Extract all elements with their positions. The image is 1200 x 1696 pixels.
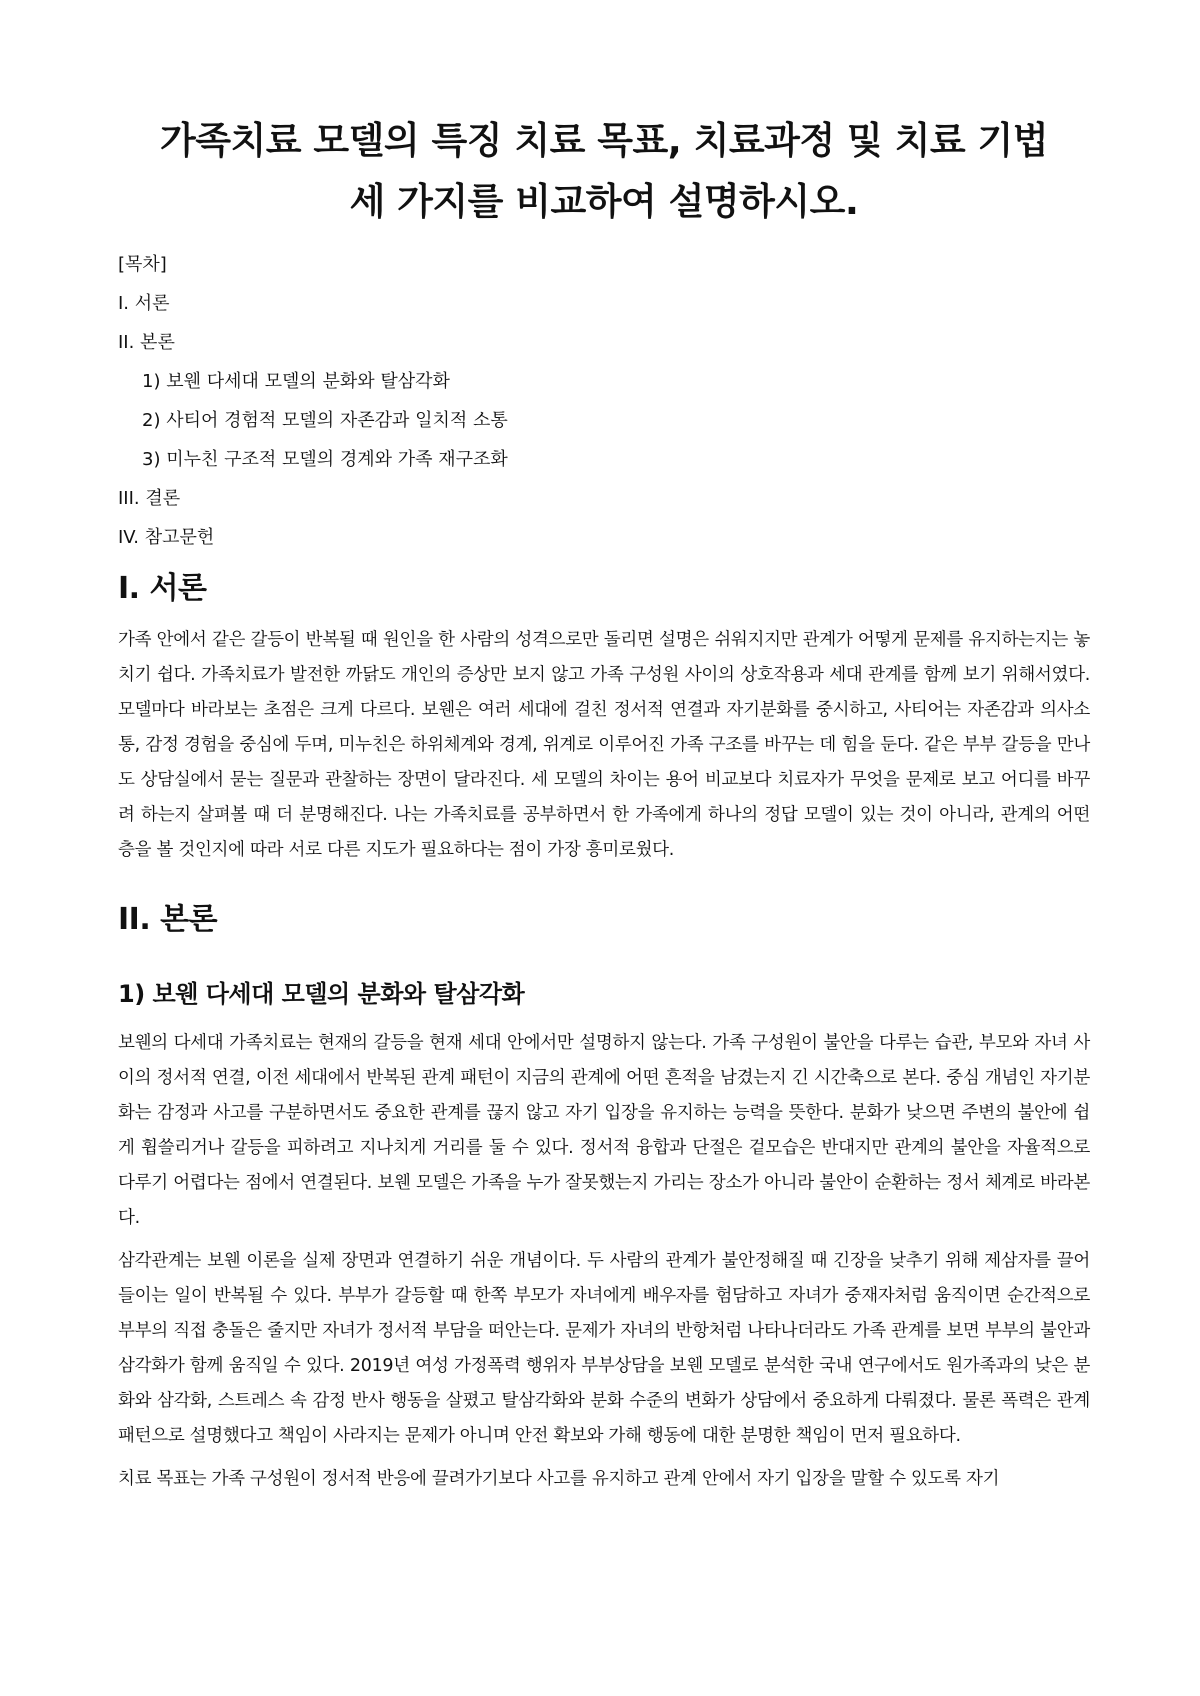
- toc-item-body: II. 본론: [118, 332, 175, 353]
- subsection-heading-bowen: 1) 보웬 다세대 모델의 분화와 탈삼각화: [118, 980, 525, 1008]
- intro-paragraph: 가족 안에서 같은 갈등이 반복될 때 원인을 한 사람의 성격으로만 돌리면 설명은 쉬워지지만 관계가 어떻게 문제를 유지하는지는 놓치기 쉽다. 가족치료가 발전한 까닭도 개인의 증상만 보지 않고 가족 구성원 사이의 상호작용과 세대 관계를 함께 보기 위해서였다. 모델마다 바라보는 초점은 크게 다르다. 보웬은 여러 세대에 걸친 정서적 연결과 자기분화를 중시하고, 사티어는 자존감과 의사소통, 감정 경험을 중심에 두며, 미누친은 하위체계와 경계, 위계로 이루어진 가족 구조를 바꾸는 데 힘을 둔다. 같은 부부 갈등을 만나도 상담실에서 묻는 질문과 관찰하는 장면이 달라진다. 세 모델의 차이는 용어 비교보다 치료자가 무엇을 문제로 보고 어디를 바꾸려 하는지 살펴볼 때 더 분명해진다. 나는 가족치료를 공부하면서 한 가족에게 하나의 정답 모델이 있는 것이 아니라, 관계의 어떤 층을 볼 것인지에 따라 서로 다른 지도가 필요하다는 점이 가장 흥미로웠다.: [118, 630, 1090, 860]
- toc-item-body-1: 1) 보웬 다세대 모델의 분화와 탈삼각화: [142, 371, 450, 392]
- toc-item-references: IV. 참고문헌: [118, 527, 215, 548]
- bowen-paragraph-2: 삼각관계는 보웬 이론을 실제 장면과 연결하기 쉬운 개념이다. 두 사람의 관계가 불안정해질 때 긴장을 낮추기 위해 제삼자를 끌어들이는 일이 반복될 수 있다. 부부가 갈등할 때 한쪽 부모가 자녀에게 배우자를 험담하고 자녀가 중재자처럼 움직이면 순간적으로 부부의 직접 충돌은 줄지만 자녀가 정서적 부담을 떠안는다. 문제가 자녀의 반항처럼 나타나더라도 가족 관계를 보면 부부의 불안과 삼각화가 함께 움직일 수 있다. 2019년 여성 가정폭력 행위자 부부상담을 보웬 모델로 분석한 국내 연구에서도 원가족과의 낮은 분화와 삼각화, 스트레스 속 감정 반사 행동을 살폈고 탈삼각화와 분화 수준의 변화가 상담에서 중요하게 다뤄졌다. 물론 폭력은 관계 패턴으로 설명했다고 책임이 사라지는 문제가 아니며 안전 확보와 가해 행동에 대한 분명한 책임이 먼저 필요하다.: [118, 1251, 1091, 1446]
- toc-item-body-2: 2) 사티어 경험적 모델의 자존감과 일치적 소통: [142, 410, 508, 431]
- table-of-contents: [118, 254, 1090, 549]
- toc-item-intro: I. 서론: [118, 293, 170, 314]
- toc-item-conclusion: III. 결론: [118, 488, 181, 509]
- section-heading-body: II. 본론: [118, 902, 218, 937]
- bowen-paragraph-1: 보웬의 다세대 가족치료는 현재의 갈등을 현재 세대 안에서만 설명하지 않는다. 가족 구성원이 불안을 다루는 습관, 부모와 자녀 사이의 정서적 연결, 이전 세대에서 반복된 관계 패턴이 지금의 관계에 어떤 흔적을 남겼는지 긴 시간축으로 본다. 중심 개념인 자기분화는 감정과 사고를 구분하면서도 중요한 관계를 끊지 않고 자기 입장을 유지하는 능력을 뜻한다. 분화가 낮으면 주변의 불안에 쉽게 휩쓸리거나 갈등을 피하려고 지나치게 거리를 둘 수 있다. 정서적 융합과 단절은 겉모습은 반대지만 관계의 불안을 자율적으로 다루기 어렵다는 점에서 연결된다. 보웬 모델은 가족을 누가 잘못했는지 가리는 장소가 아니라 불안이 순환하는 정서 체계로 바라본다.: [118, 1033, 1090, 1228]
- bowen-paragraph-3: 치료 목표는 가족 구성원이 정서적 반응에 끌려가기보다 사고를 유지하고 관계 안에서 자기 입장을 말할 수 있도록 자기: [118, 1469, 1000, 1489]
- toc-item-body-3: 3) 미누친 구조적 모델의 경계와 가족 재구조화: [142, 449, 508, 470]
- document-title: 가족치료 모델의 특징 치료 목표, 치료과정 및 치료 기법 세 가지를 비교하여 설명하시오.: [160, 119, 1048, 223]
- toc-label: [목차]: [118, 254, 167, 275]
- section-heading-intro: I. 서론: [118, 571, 207, 606]
